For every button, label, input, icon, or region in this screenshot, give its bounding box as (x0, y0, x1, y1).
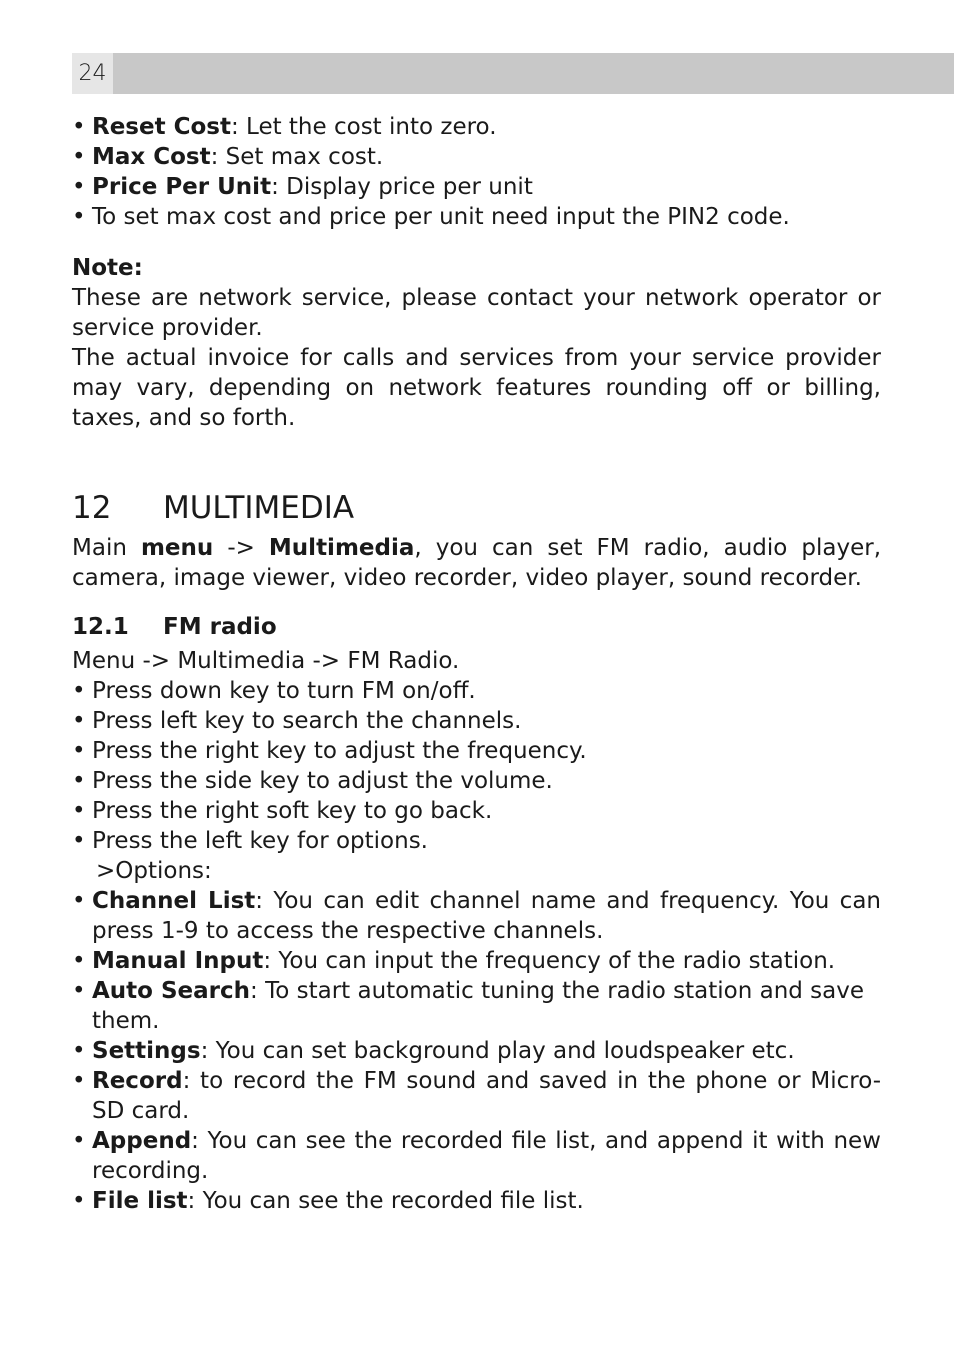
section-heading (72, 488, 881, 528)
list-item: • File list: You can see the recorded file list. (72, 1186, 881, 1216)
list-item: • Manual Input: You can input the frequency of the radio station. (72, 946, 881, 976)
page-number: 24 (72, 53, 113, 94)
list-item: • Auto Search: To start automatic tuning the radio station and save them. (72, 976, 881, 1036)
options-label: >Options: (96, 858, 212, 884)
list-item: • Price Per Unit: Display price per unit (72, 172, 881, 202)
subsection-title: FM radio (163, 614, 277, 640)
section-number: 12 (72, 490, 112, 526)
list-item: • Press the left key for options. (72, 826, 881, 856)
header-bar (72, 53, 954, 94)
note-paragraph: These are network service, please contact your network operator or service provider. (72, 285, 881, 341)
list-item: • Settings: You can set background play and loudspeaker etc. (72, 1036, 881, 1066)
subsection-number: 12.1 (72, 614, 129, 640)
list-item: • Channel List: You can edit channel name and frequency. You can press 1-9 to access the respective channels. (72, 886, 881, 946)
subsection-heading (72, 612, 881, 642)
list-item: • Max Cost: Set max cost. (72, 142, 881, 172)
list-item: • To set max cost and price per unit need input the PIN2 code. (72, 202, 881, 232)
list-item: • Press the right key to adjust the frequency. (72, 736, 881, 766)
section-title: MULTIMEDIA (163, 490, 355, 526)
section-intro: Main menu -> Multimedia, you can set FM radio, audio player, camera, image viewer, video recorder, video player, sound recorder. (72, 535, 882, 591)
note-label: Note: (72, 255, 143, 281)
list-item: • Record: to record the FM sound and saved in the phone or Micro-SD card. (72, 1066, 881, 1126)
note-paragraph: The actual invoice for calls and services from your service provider may vary, depending on network features rounding off or billing, taxes, and so forth. (72, 345, 881, 431)
list-item: • Append: You can see the recorded file list, and append it with new recording. (72, 1126, 881, 1186)
list-item: • Press left key to search the channels. (72, 706, 881, 736)
menu-path: Menu -> Multimedia -> FM Radio. (72, 648, 460, 674)
list-item: • Press the right soft key to go back. (72, 796, 881, 826)
list-item: • Press the side key to adjust the volume. (72, 766, 881, 796)
page-content (72, 112, 881, 1216)
list-item: • Press down key to turn FM on/off. (72, 676, 881, 706)
list-item: • Reset Cost: Let the cost into zero. (72, 112, 881, 142)
